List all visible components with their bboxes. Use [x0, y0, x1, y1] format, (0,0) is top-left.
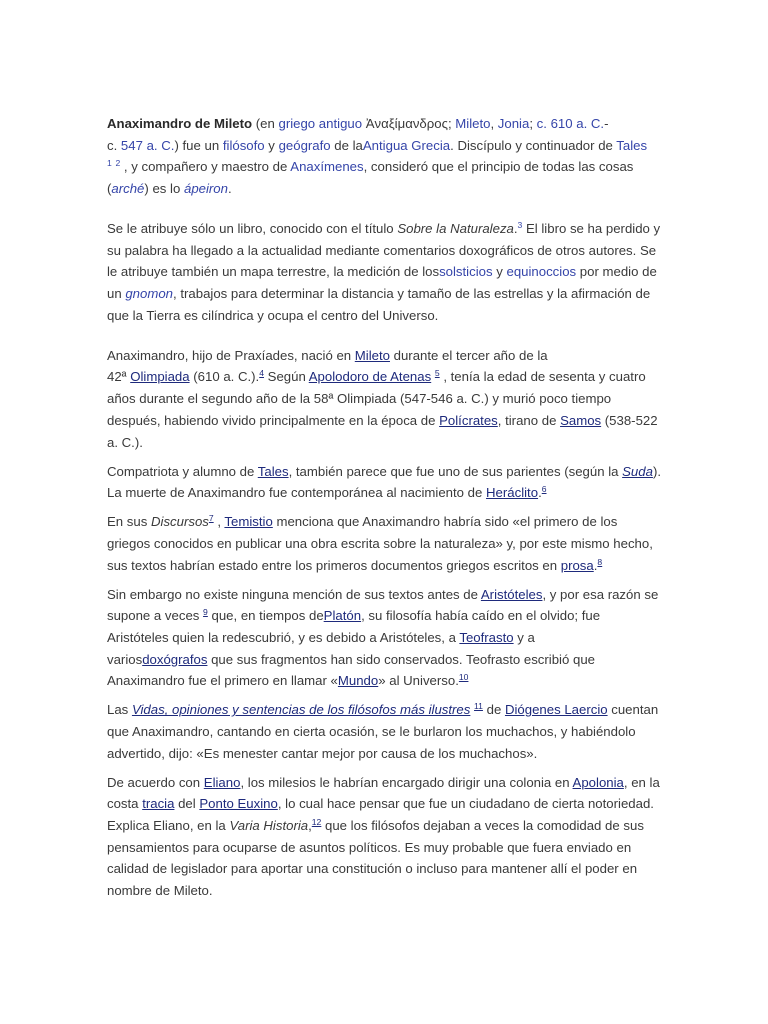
- text-line: [107, 135, 707, 157]
- paragraph: [107, 113, 707, 200]
- link-griego-antiguo[interactable]: griego antiguo: [278, 116, 363, 131]
- text-line: [107, 305, 707, 327]
- link-heraclito[interactable]: Heráclito: [486, 485, 539, 501]
- citation-link-2[interactable]: 2: [115, 158, 121, 169]
- link-teofrasto[interactable]: Teofrasto: [459, 629, 514, 645]
- text-run: supone a veces: [107, 608, 204, 624]
- text-run: costa: [107, 796, 143, 812]
- link-doxografos[interactable]: doxógrafos: [142, 651, 208, 667]
- text-run: griegos conocidos en publicar una obra escrita sobre la naturaleza» y, por este mismo hecho,: [107, 535, 653, 551]
- text-run: , en la: [623, 774, 660, 790]
- citation-link-8[interactable]: 8: [597, 556, 603, 567]
- text-run: sus textos habrían estado entre los primeros documentos griegos escritos en: [107, 557, 561, 573]
- paragraph: [107, 584, 707, 692]
- text-run: , también parece que fue uno de sus parientes (según la: [288, 463, 623, 479]
- link-apolodoro-de-atenas[interactable]: Apolodoro de Atenas: [308, 369, 432, 385]
- link-policrates[interactable]: Polícrates: [439, 412, 498, 428]
- text-run: El libro se ha perdido y: [522, 221, 661, 237]
- text-run: Ἀναξίμανδρος;: [362, 116, 456, 131]
- text-run: le atribuye también un mapa terrestre, la medición de los: [107, 264, 440, 280]
- link-tracia[interactable]: tracia: [142, 796, 175, 812]
- citation-link-10[interactable]: 10: [458, 672, 469, 683]
- text-run: advertido, dijo: «Es menester cantar mejor por causa de los muchachos».: [107, 745, 538, 761]
- italic-title: Sobre la Naturaleza: [397, 221, 514, 237]
- text-run: Anaximandro, hijo de Praxíades, nació en: [107, 347, 355, 363]
- italic-title: Varia Historia: [229, 818, 309, 834]
- text-run: durante el tercer año de la: [389, 347, 548, 363]
- text-run: y a: [513, 629, 535, 645]
- text-line: [107, 605, 707, 627]
- text-run: , y compañero y maestro de: [120, 159, 291, 175]
- link-jonia[interactable]: Jonia: [497, 116, 530, 131]
- link-diogenes-laercio[interactable]: Diógenes Laercio: [504, 702, 608, 718]
- text-run: » al Universo.: [378, 673, 459, 689]
- text-run: 42ª: [107, 369, 131, 385]
- link-eliano[interactable]: Eliano: [203, 774, 241, 790]
- link-equinoccios[interactable]: equinoccios: [506, 264, 577, 280]
- article-subject-bold: Anaximandro de Mileto: [107, 116, 253, 131]
- text-line: [107, 533, 707, 555]
- text-line: [107, 699, 707, 721]
- text-line: [107, 261, 707, 283]
- link-gnomon[interactable]: gnomon: [125, 286, 174, 302]
- text-run: (610 a. C.).: [189, 369, 260, 385]
- text-run: que Anaximandro, cantando en cierta ocasión, se le burlaron los muchachos, y habiéndolo: [107, 723, 636, 739]
- text-run: ,: [213, 514, 225, 530]
- text-run: ,: [490, 116, 498, 131]
- text-run: En sus: [107, 514, 151, 530]
- citation-link-9[interactable]: 9: [203, 607, 208, 618]
- link-arche[interactable]: arché: [111, 181, 145, 197]
- text-run: y: [264, 137, 279, 153]
- text-run: menciona que Anaximandro habría sido «el primero de los: [272, 514, 618, 530]
- text-run: .: [593, 557, 598, 573]
- text-run: y: [492, 264, 507, 280]
- text-run: que la Tierra es cilíndrica y ocupa el centro del Universo.: [107, 307, 439, 323]
- link-filosofo[interactable]: filósofo: [222, 137, 265, 153]
- text-run: , y por esa razón se: [542, 586, 659, 602]
- text-run: Sin embargo no existe ninguna mención de sus textos antes de: [107, 586, 481, 602]
- text-run: ;: [529, 116, 537, 131]
- text-line: [107, 218, 707, 240]
- text-run: que los filósofos dejaban a veces la comodidad de sus: [321, 818, 644, 834]
- text-line: [107, 772, 707, 794]
- text-line: [107, 743, 707, 765]
- text-run: , su filosofía había caído en el olvido; fue: [361, 608, 601, 624]
- paragraph: [107, 699, 707, 764]
- text-run: -: [604, 116, 609, 131]
- text-run: de la: [330, 137, 363, 153]
- text-run: Anaximandro fue el primero en llamar «: [107, 673, 338, 689]
- text-run: después, habiendo vivido principalmente en la época de: [107, 412, 440, 428]
- text-run: .: [538, 485, 542, 501]
- text-line: [107, 555, 707, 577]
- link-apolonia[interactable]: Apolonia: [572, 774, 624, 790]
- link-suda[interactable]: Suda: [622, 463, 653, 479]
- text-run: que, en tiempos de: [207, 608, 324, 624]
- text-run: ,: [308, 818, 312, 834]
- text-line: [107, 584, 707, 606]
- text-line: [107, 388, 707, 410]
- text-run: .: [227, 181, 232, 197]
- link-547-a-c[interactable]: 547 a. C.: [120, 137, 175, 153]
- text-run: , tirano de: [497, 412, 561, 428]
- link-apeiron[interactable]: ápeiron: [183, 181, 228, 197]
- link-antigua-grecia[interactable]: Antigua Grecia: [362, 137, 451, 153]
- text-run: años durante el segundo año de la 58ª Olimpiada (547-546 a. C.) y murió poco tiempo: [107, 391, 612, 407]
- link-mundo[interactable]: Mundo: [337, 673, 379, 689]
- text-line: [107, 410, 707, 432]
- body-section: [107, 345, 707, 902]
- text-line: [107, 837, 707, 859]
- paragraph: [107, 772, 707, 902]
- text-line: [107, 366, 707, 388]
- text-run: , lo cual hace pensar que fue un ciudadano de cierta notoriedad.: [277, 796, 654, 812]
- link-platon[interactable]: Platón: [323, 608, 362, 624]
- citation-link-7[interactable]: 7: [208, 513, 214, 524]
- text-run: (: [107, 181, 112, 197]
- text-run: , los milesios le habrían encargado dirigir una colonia en: [240, 774, 573, 790]
- text-run: Explica Eliano, en la: [107, 818, 230, 834]
- text-run: nombre de Mileto.: [107, 883, 213, 899]
- link-vidas-opiniones-y-sentencias-de-los-filosofos-mas-ilustres[interactable]: Vidas, opiniones y sentencias de los filósofos más ilustres: [131, 702, 471, 718]
- text-line: [107, 113, 707, 135]
- link-solsticios[interactable]: solsticios: [439, 264, 493, 280]
- citation-link-3[interactable]: 3: [517, 220, 523, 231]
- link-olimpiada[interactable]: Olimpiada: [130, 369, 190, 385]
- citation-link-11[interactable]: 11: [474, 701, 483, 712]
- text-line: [107, 649, 707, 671]
- article-body: [107, 113, 707, 909]
- text-line: [107, 482, 707, 504]
- citation-link-5[interactable]: 5: [434, 368, 440, 379]
- text-run: su palabra ha llegado a la actualidad mediante comentarios doxográficos de otros autores. Se: [107, 242, 657, 258]
- text-run: Según: [264, 369, 309, 385]
- text-run: Aristóteles quien la redescubrió, y es debido a Aristóteles, a: [107, 629, 460, 645]
- citation-link-6[interactable]: 6: [541, 484, 547, 495]
- citation-link-4[interactable]: 4: [259, 368, 265, 379]
- text-run: por medio de: [576, 264, 657, 280]
- text-line: [107, 627, 707, 649]
- paragraph: [107, 461, 707, 504]
- text-line: [107, 178, 707, 200]
- link-mileto[interactable]: Mileto: [455, 116, 491, 131]
- text-line: [107, 670, 707, 692]
- link-geografo[interactable]: geógrafo: [278, 137, 331, 153]
- link-samos[interactable]: Samos: [560, 412, 602, 428]
- text-line: [107, 721, 707, 743]
- text-run: La muerte de Anaximandro fue contemporánea al nacimiento de: [107, 485, 487, 501]
- link-temistio[interactable]: Temistio: [224, 514, 273, 530]
- link-prosa[interactable]: prosa: [560, 557, 594, 573]
- link-tales[interactable]: Tales: [257, 463, 289, 479]
- text-run: (538-522: [601, 412, 658, 428]
- text-run: ).: [652, 463, 662, 479]
- text-line: [107, 880, 707, 902]
- text-run: calidad de legislador para aportar una constitución o incluso para mantener allí el poder en: [107, 861, 638, 877]
- link-mileto[interactable]: Mileto: [354, 347, 390, 363]
- text-line: [107, 156, 707, 178]
- text-run: ) fue un: [174, 137, 223, 153]
- link-tales[interactable]: Tales: [616, 137, 648, 153]
- link-ponto-euxino[interactable]: Ponto Euxino: [199, 796, 278, 812]
- text-line: [107, 432, 707, 454]
- text-run: a. C.).: [107, 434, 143, 450]
- text-run: c.: [107, 137, 121, 153]
- text-line: [107, 240, 707, 262]
- text-run: , consideró que el principio de todas las cosas: [363, 159, 634, 175]
- text-run: , tenía la edad de sesenta y cuatro: [439, 369, 646, 385]
- intro-section: [107, 113, 707, 326]
- paragraph: [107, 511, 707, 576]
- text-run: de: [482, 702, 505, 718]
- text-run: , trabajos para determinar la distancia y tamaño de las estrellas y la afirmación de: [173, 286, 651, 302]
- text-run: . Discípulo y continuador de: [450, 137, 617, 153]
- text-line: [107, 283, 707, 305]
- text-line: [107, 345, 707, 367]
- text-line: [107, 858, 707, 880]
- text-run: cuentan: [607, 702, 659, 718]
- paragraph: [107, 218, 707, 326]
- italic-title: Discursos: [150, 514, 209, 530]
- text-run: Compatriota y alumno de: [107, 463, 258, 479]
- text-run: varios: [107, 651, 143, 667]
- link-aristoteles[interactable]: Aristóteles: [480, 586, 543, 602]
- citation-link-1[interactable]: 1: [107, 158, 112, 169]
- text-run: De acuerdo con: [107, 774, 204, 790]
- text-line: [107, 461, 707, 483]
- text-run: del: [174, 796, 200, 812]
- link-anaximenes[interactable]: Anaxímenes: [290, 159, 364, 175]
- text-line: [107, 815, 707, 837]
- text-line: [107, 793, 707, 815]
- link-c-610-a-c[interactable]: c. 610 a. C.: [536, 116, 605, 131]
- text-run: Se le atribuye sólo un libro, conocido con el título: [107, 221, 398, 237]
- text-run: pensamientos para ocuparse de asuntos políticos. Es muy probable que fuera enviado en: [107, 839, 632, 855]
- text-run: ) es lo: [144, 181, 184, 197]
- text-run: un: [107, 286, 126, 302]
- text-run: que sus fragmentos han sido conservados. Teofrasto escribió que: [207, 651, 595, 667]
- text-line: [107, 511, 707, 533]
- text-run: Las: [107, 702, 132, 718]
- text-run: (en: [252, 116, 279, 131]
- citation-link-12[interactable]: 12: [311, 817, 322, 828]
- text-run: .: [513, 221, 518, 237]
- paragraph: [107, 345, 707, 453]
